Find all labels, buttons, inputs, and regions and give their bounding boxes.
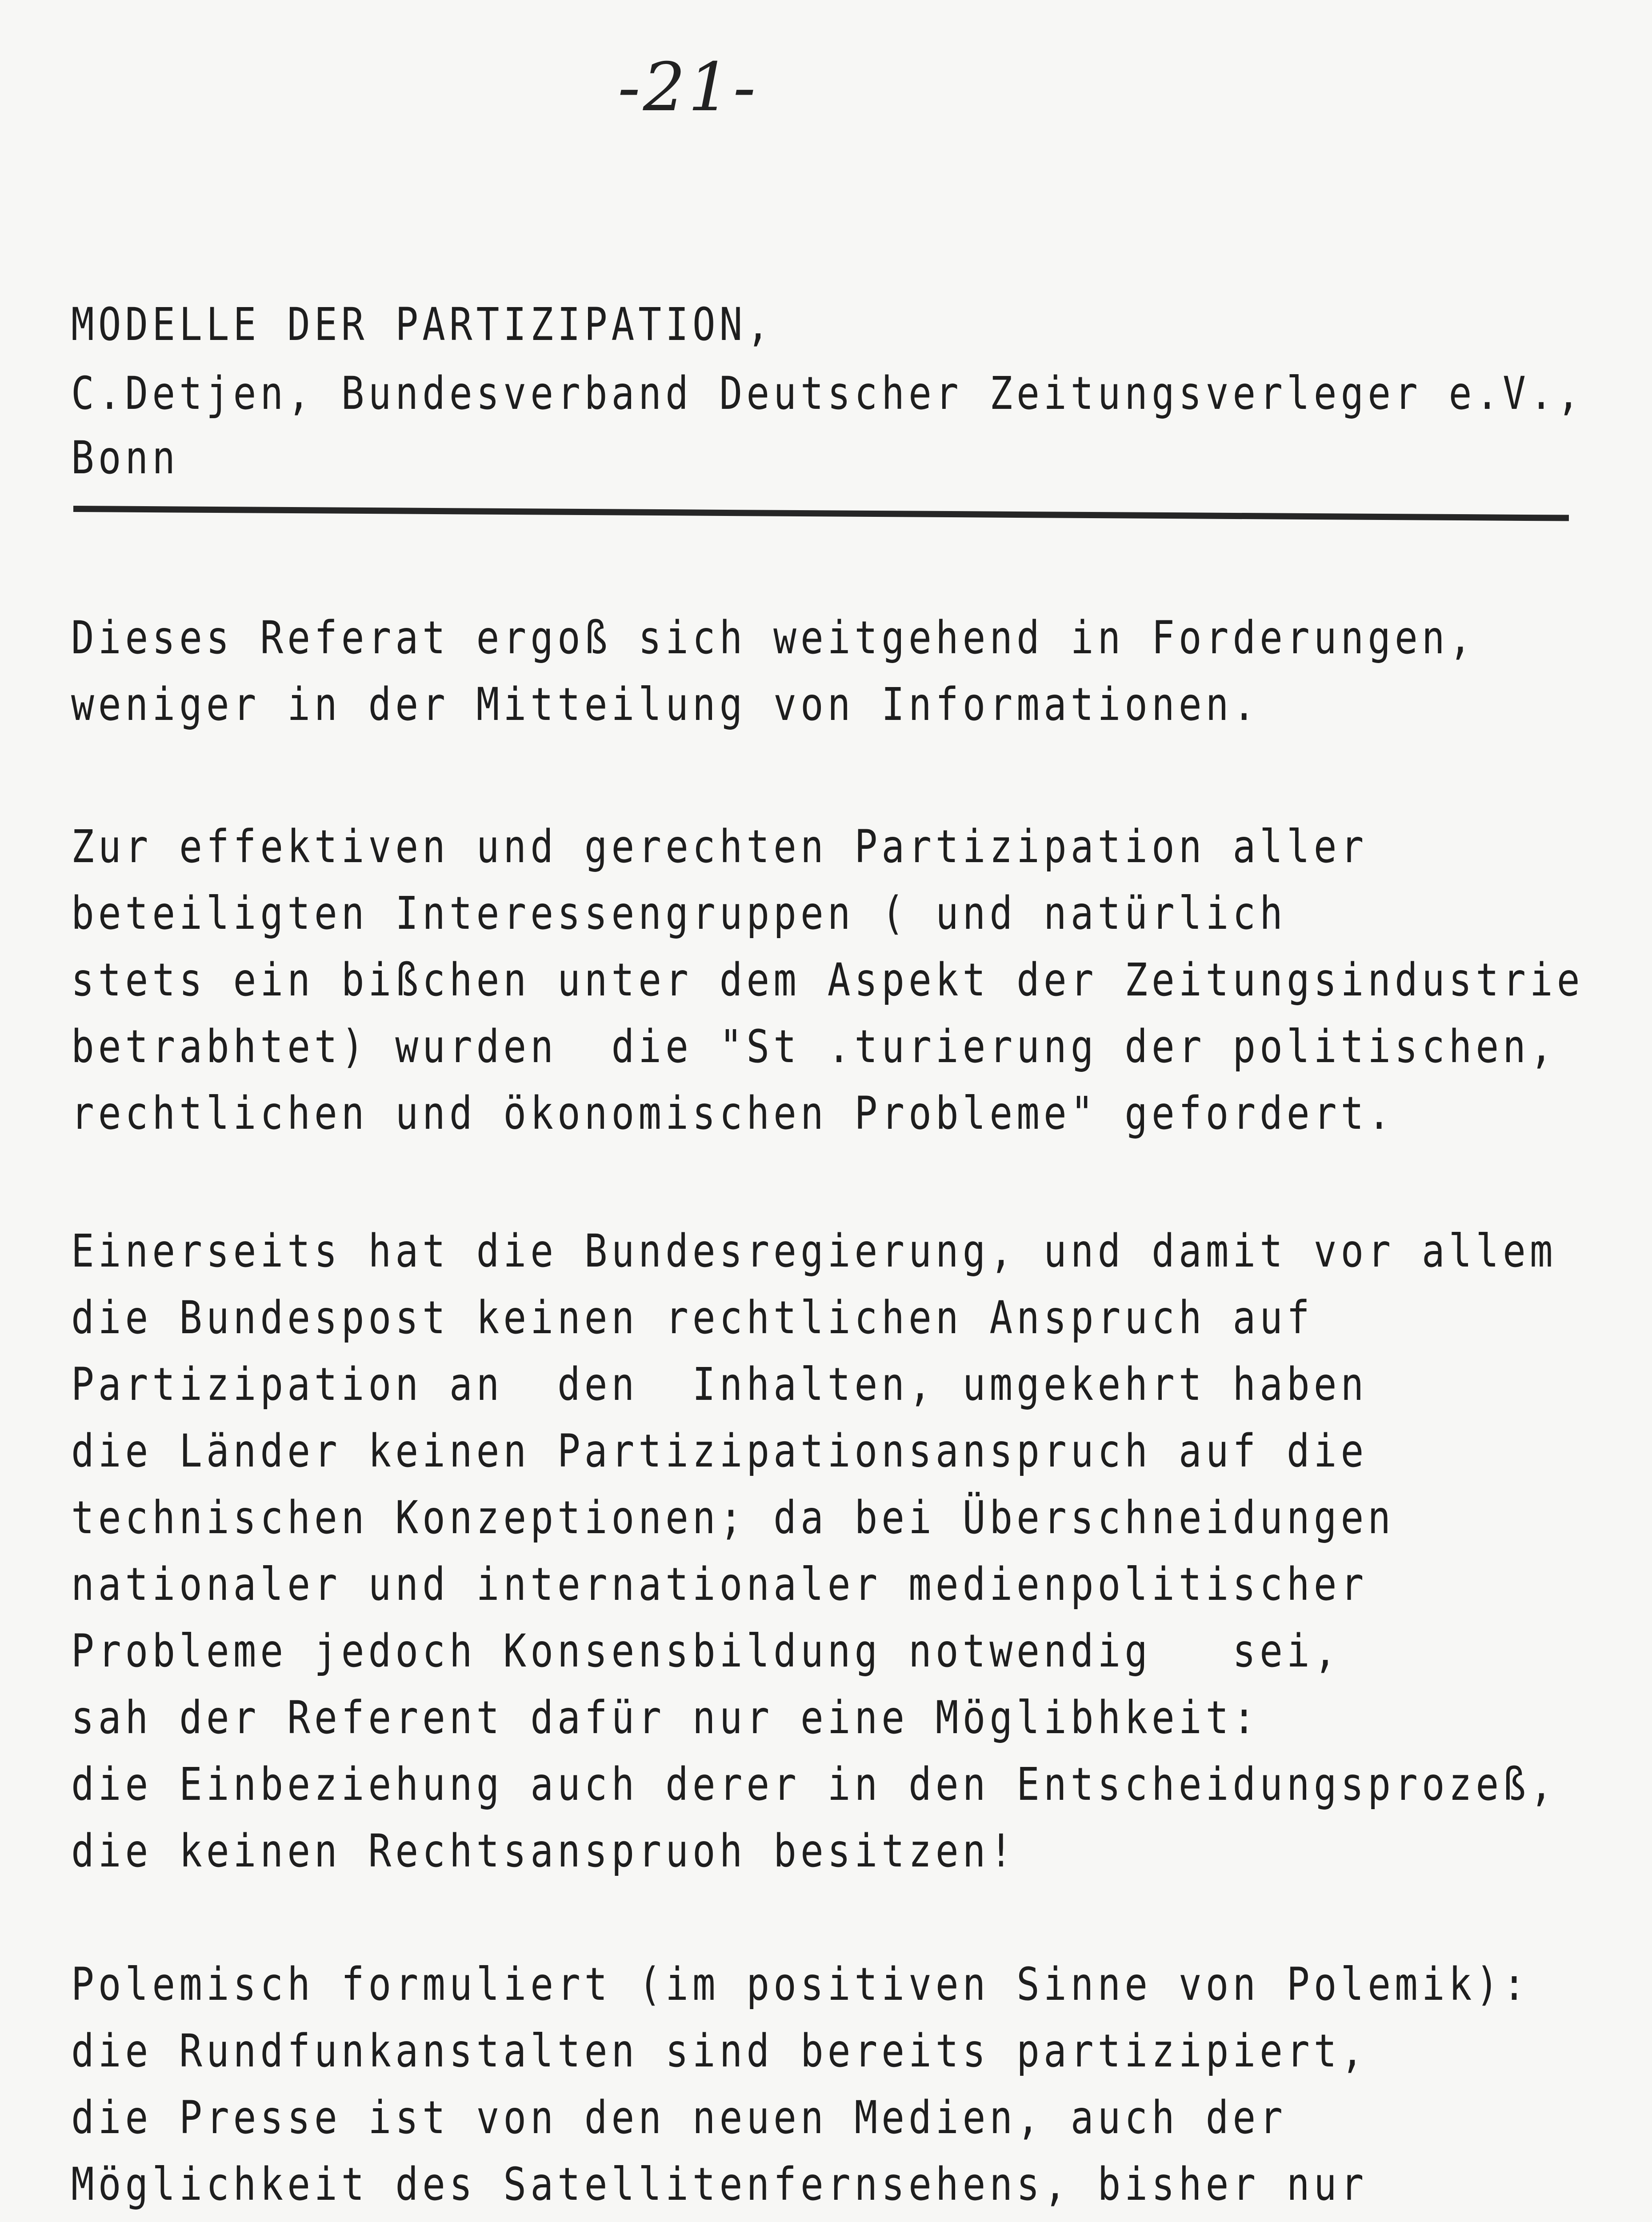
- text-line: Zur effektiven und gerechten Partizipation aller: [71, 821, 1368, 873]
- text-line: rechtlichen und ökonomischen Probleme" gefordert.: [71, 1087, 1395, 1140]
- article-title: MODELLE DER PARTIZIPATION,: [71, 299, 774, 351]
- text-line: Einerseits hat die Bundesregierung, und damit vor allem: [71, 1225, 1557, 1278]
- text-line: Probleme jedoch Konsensbildung notwendig sei,: [71, 1625, 1341, 1678]
- text-line: stets ein bißchen unter dem Aspekt der Zeitungsindustrie: [71, 954, 1584, 1007]
- text-line: technischen Konzeptionen; da bei Überschneidungen: [71, 1492, 1395, 1544]
- page-number: -21-: [618, 49, 759, 126]
- text-line: Möglichkeit des Satellitenfernsehens, bisher nur: [71, 2158, 1368, 2211]
- text-line: die Bundespost keinen rechtlichen Anspruch auf: [71, 1292, 1314, 1344]
- text-line: die Presse ist von den neuen Medien, auch der: [71, 2092, 1287, 2144]
- text-line: die keinen Rechtsanspruoh besitzen!: [71, 1825, 1017, 1878]
- text-line: betrabhtet) wurden die "St .turierung der politischen,: [71, 1021, 1557, 1073]
- text-line: weniger in der Mitteilung von Informationen.: [71, 679, 1260, 731]
- text-line: Partizipation an den Inhalten, umgekehrt haben: [71, 1359, 1368, 1411]
- location: Bonn: [71, 432, 180, 484]
- text-line: die Länder keinen Partizipationsanspruch auf die: [71, 1425, 1368, 1478]
- text-line: die Rundfunkanstalten sind bereits partizipiert,: [71, 2025, 1368, 2078]
- text-line: Polemisch formuliert (im positiven Sinne von Polemik):: [71, 1958, 1530, 2011]
- text-line: nationaler und internationaler medienpolitischer: [71, 1559, 1368, 1611]
- author-line: C.Detjen, Bundesverband Deutscher Zeitungsverleger e.V.,: [71, 368, 1584, 420]
- header-underline: [73, 506, 1569, 521]
- text-line: Dieses Referat ergoß sich weitgehend in Forderungen,: [71, 612, 1476, 664]
- text-line: sah der Referent dafür nur eine Möglibhkeit:: [71, 1692, 1260, 1744]
- text-line: die Einbeziehung auch derer in den Entscheidungsprozeß,: [71, 1758, 1557, 1811]
- text-line: beteiligten Interessengruppen ( und natürlich: [71, 887, 1287, 940]
